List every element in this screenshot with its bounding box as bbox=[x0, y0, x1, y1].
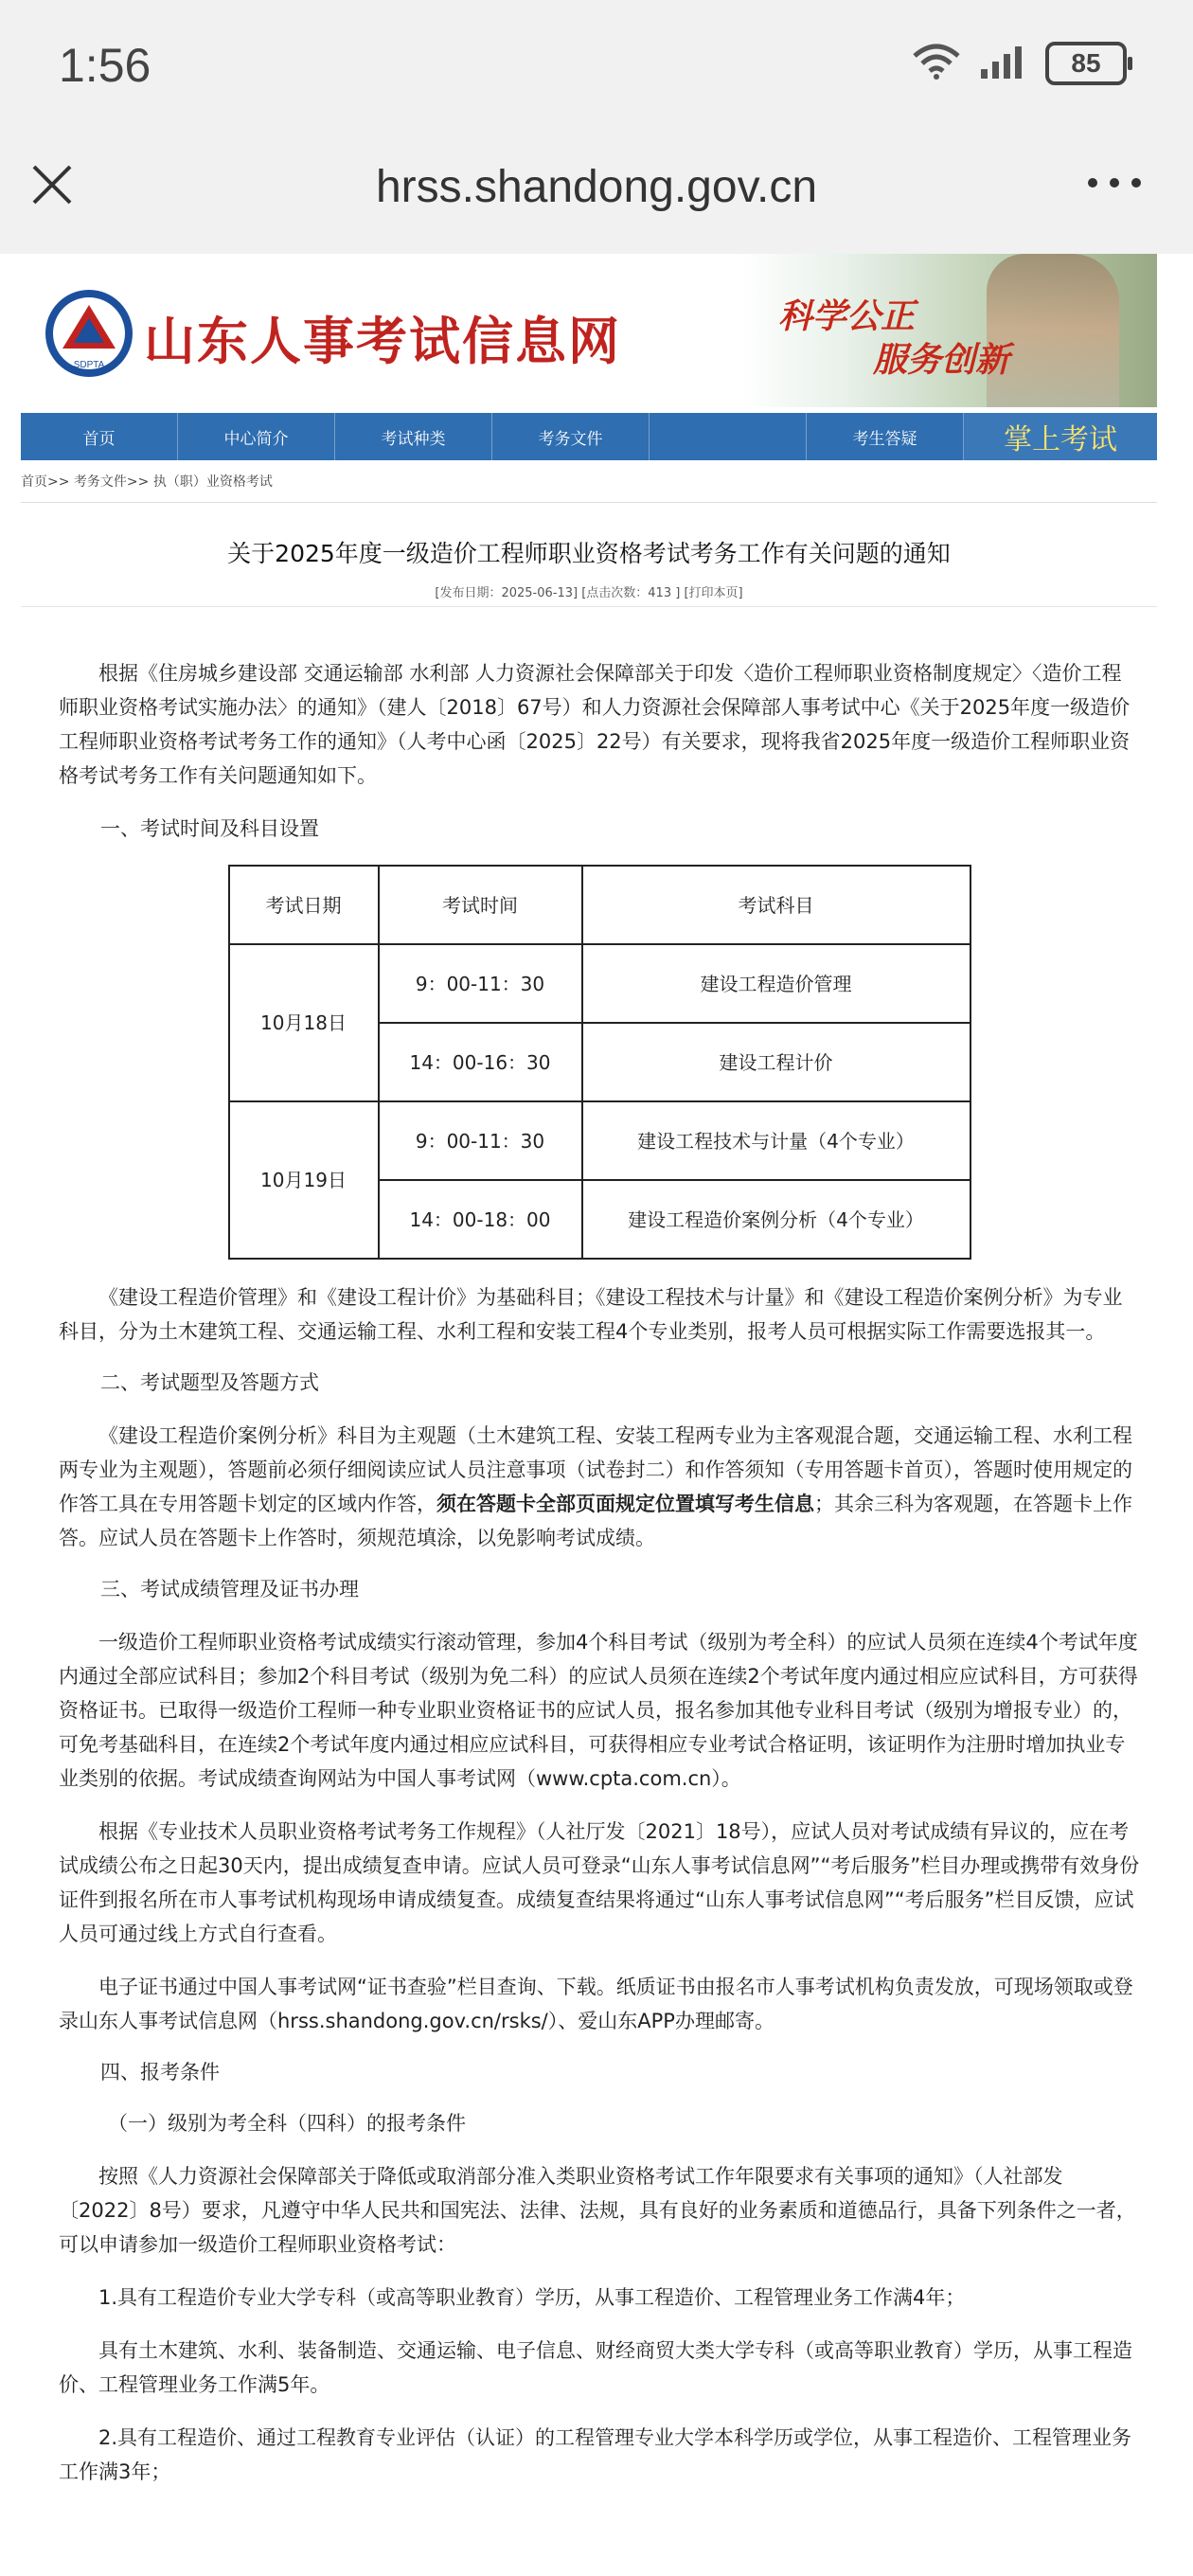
nav-item-exam-docs[interactable]: 考务文件 bbox=[492, 413, 650, 460]
table-cell-time: 14：00-16：30 bbox=[379, 1023, 582, 1101]
battery-indicator: 85 bbox=[1045, 42, 1127, 85]
table-cell-subject: 建设工程计价 bbox=[582, 1023, 970, 1101]
condition-2: 2.具有工程造价、通过工程教育专业评估（认证）的工程管理专业大学本科学历或学位，从事工程造价、工程管理业务工作满3年； bbox=[59, 2426, 1132, 2483]
table-cell-date: 10月18日 bbox=[229, 944, 379, 1101]
nav-item-home[interactable]: 首页 bbox=[21, 413, 178, 460]
condition-1b: 具有土木建筑、水利、装备制造、交通运输、电子信息、财经商贸大类大学专科（或高等职业教育）学历，从事工程造价、工程管理业务工作满5年。 bbox=[59, 2339, 1132, 2396]
article-meta: [发布日期：2025-06-13] [点击次数：413 ] [打印本页] bbox=[21, 582, 1157, 607]
table-cell-subject: 建设工程造价案例分析（4个专业） bbox=[582, 1180, 970, 1259]
paragraph-review: 根据《专业技术人员职业资格考试考务工作规程》（人社厅发〔2021〕18号），应试人员对考试成绩有异议的，应在考试成绩公布之日起30天内，提出成绩复查申请。应试人员可登录“山东人事考试信息网”“考后服务”栏目办理或携带有效身份证件到报名所在市人事考试机构现场申请成绩复查。成绩复查结果将通过“山东人事考试信息网”“考后服务”栏目反馈，应试人员可通过线上方式自行查看。 bbox=[59, 1820, 1140, 1945]
section-heading-4: 四、报考条件 bbox=[100, 2061, 220, 2084]
status-bar bbox=[0, 0, 1193, 142]
nav-item-exam-types[interactable]: 考试种类 bbox=[335, 413, 492, 460]
more-icon bbox=[1081, 169, 1148, 197]
signal-icon bbox=[979, 43, 1028, 84]
browser-toolbar bbox=[0, 142, 1193, 254]
slogan-line-2: 服务创新 bbox=[873, 340, 1010, 380]
paragraph-intro: 根据《住房城乡建设部 交通运输部 水利部 人力资源社会保障部关于印发〈造价工程师职业资格制度规定〉〈造价工程师职业资格考试实施办法〉的通知》（建人〔2018〕67号）和人力资源社会保障部人事考试中心《关于2025年度一级造价工程师职业资格考试考务工作的通知》（人考中心函〔2025〕22号）有关要求，现将我省2025年度一级造价工程师职业资格考试考务工作有关问题通知如下。 bbox=[59, 662, 1131, 787]
table-cell-subject: 建设工程技术与计量（4个专业） bbox=[582, 1101, 970, 1180]
answer-text-a: 《建设工程造价案例分析》科目为主观题（土木建筑工程、安装工程两专业为主客观混合题，交通运输工程、水利工程两专业为主观题），答题前必须仔细阅读应试人员注意事项（试卷封二）和作答须知（专用答题卡首页），答题时使用规定的作答工具在专用答题卡划定的区域内作答， bbox=[59, 1424, 1132, 1515]
breadcrumb[interactable]: 首页>> 考务文件>> 执（职）业资格考试 bbox=[21, 460, 1157, 503]
site-banner bbox=[21, 254, 1157, 407]
table-cell-subject: 建设工程造价管理 bbox=[582, 944, 970, 1023]
nav-item-about[interactable]: 中心简介 bbox=[178, 413, 335, 460]
main-nav bbox=[21, 413, 1157, 460]
table-cell-time: 9：00-11：30 bbox=[379, 1101, 582, 1180]
wifi-icon bbox=[911, 43, 962, 84]
paragraph-subjects: 《建设工程造价管理》和《建设工程计价》为基础科目；《建设工程技术与计量》和《建设工程造价案例分析》为专业科目，分为土木建筑工程、交通运输工程、水利工程和安装工程4个专业类别，报考人员可根据实际工作需要选报其一。 bbox=[59, 1286, 1123, 1343]
table-header: 考试日期 bbox=[229, 866, 379, 944]
paragraph-conditions: 按照《人力资源社会保障部关于降低或取消部分准入类职业资格考试工作年限要求有关事项的通知》（人社部发〔2022〕8号）要求，凡遵守中华人民共和国宪法、法律、法规，具有良好的业务素质和道德品行，具备下列条件之一者，可以申请参加一级造价工程师职业资格考试： bbox=[59, 2165, 1136, 2256]
site-title[interactable]: 山东人事考试信息网 bbox=[144, 311, 621, 371]
paragraph-answer bbox=[59, 1419, 1140, 1555]
paragraph-certificate: 电子证书通过中国人事考试网“证书查验”栏目查询、下载。纸质证书由报名市人事考试机构负责发放，可现场领取或登录山东人事考试信息网（hrss.shandong.gov.cn/rsks/）、爱山东APP办理邮寄。 bbox=[59, 1976, 1133, 2032]
article-title: 关于2025年度一级造价工程师职业资格考试考务工作有关问题的通知 bbox=[227, 540, 951, 567]
svg-text:SDPTA: SDPTA bbox=[73, 360, 105, 370]
answer-text-emphasis: 须在答题卡全部页面规定位置填写考生信息 bbox=[436, 1493, 814, 1515]
status-icons bbox=[911, 42, 1127, 85]
table-cell-time: 14：00-18：00 bbox=[379, 1180, 582, 1259]
subsection-heading: （一）级别为考全科（四科）的报考条件 bbox=[108, 2112, 466, 2135]
article-body bbox=[21, 656, 1157, 2489]
site-logo[interactable] bbox=[42, 286, 136, 381]
table-header: 考试科目 bbox=[582, 866, 970, 944]
web-page bbox=[21, 254, 1157, 2489]
nav-item-blank[interactable] bbox=[650, 413, 807, 460]
paragraph-score: 一级造价工程师职业资格考试成绩实行滚动管理，参加4个科目考试（级别为考全科）的应试人员须在连续4个考试年度内通过全部应试科目；参加2个科目考试（级别为免二科）的应试人员须在连续2个考试年度内通过相应应试科目，方可获得资格证书。已取得一级造价工程师一种专业职业资格证书的应试人员，报名参加其他专业科目考试（级别为增报专业）的，可免考基础科目，在连续2个考试年度内通过相应应试科目，可获得相应专业考试合格证明，该证明作为注册时增加执业专业类别的依据。考试成绩查询网站为中国人事考试网（www.cpta.com.cn）。 bbox=[59, 1631, 1138, 1790]
exam-schedule-table bbox=[228, 865, 971, 1260]
table-row bbox=[229, 1101, 970, 1180]
nav-item-faq[interactable]: 考生答疑 bbox=[807, 413, 964, 460]
status-time: 1:56 bbox=[59, 39, 151, 92]
url-display[interactable]: hrss.shandong.gov.cn bbox=[375, 162, 818, 212]
answer-text-c: ；其余三科为客观题，在答题卡上作答。应试人员在答题卡上作答时，须规范填涂，以免影响考试成绩。 bbox=[59, 1493, 1132, 1549]
more-options-button[interactable] bbox=[1081, 169, 1148, 197]
condition-1: 1.具有工程造价专业大学专科（或高等职业教育）学历，从事工程造价、工程管理业务工作满4年； bbox=[98, 2286, 966, 2309]
table-header-row bbox=[229, 866, 970, 944]
table-header: 考试时间 bbox=[379, 866, 582, 944]
table-cell-date: 10月19日 bbox=[229, 1101, 379, 1259]
section-heading-2: 二、考试题型及答题方式 bbox=[100, 1371, 319, 1394]
slogan-line-1: 科学公正 bbox=[778, 296, 916, 336]
section-heading-1: 一、考试时间及科目设置 bbox=[100, 817, 319, 840]
table-cell-time: 9：00-11：30 bbox=[379, 944, 582, 1023]
table-row bbox=[229, 944, 970, 1023]
section-heading-3: 三、考试成绩管理及证书办理 bbox=[100, 1578, 359, 1601]
mobile-exam-link[interactable]: 掌上考试 bbox=[964, 413, 1157, 460]
